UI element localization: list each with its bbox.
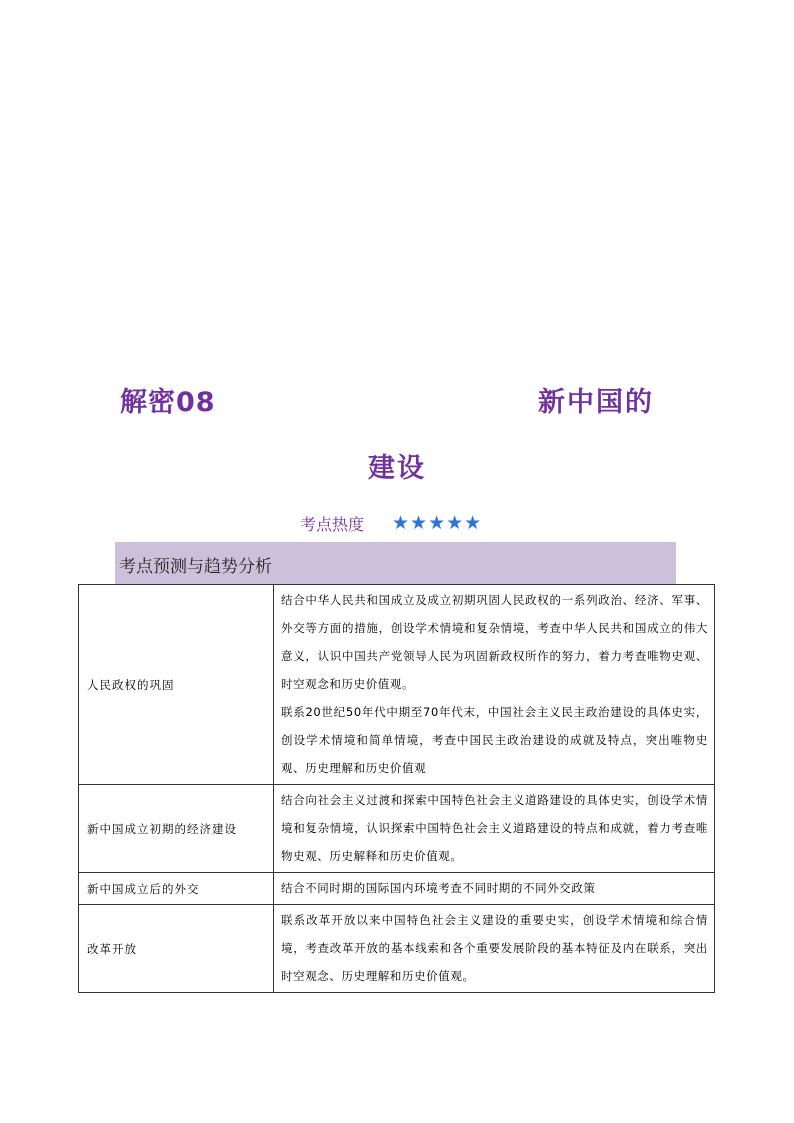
- heat-label: 考点热度: [300, 514, 365, 534]
- topic-cell: 新中国成立后的外交: [79, 873, 274, 905]
- heat-rating: [300, 511, 482, 535]
- topic-cell: 改革开放: [79, 905, 274, 993]
- description-cell: [274, 873, 715, 905]
- page-title-left: 解密08: [120, 387, 216, 418]
- description-cell: [274, 905, 715, 993]
- table-row: [79, 873, 715, 905]
- section-title: 考点预测与趋势分析: [119, 557, 272, 577]
- description-paragraph: 结合中华人民共和国成立及成立初期巩固人民政权的一系列政治、经济、军事、外交等方面的措施，创设学术情境和复杂情境，考查中华人民共和国成立的伟大意义，认识中国共产党领导人民为巩固新政权所作的努力，着力考查唯物史观、时空观念和历史价值观。: [281, 593, 708, 691]
- page-title-line-2: 建设: [368, 453, 426, 484]
- title-line-1: [0, 380, 794, 424]
- table-row: [79, 905, 715, 993]
- star-rating-icon: ★★★★★: [392, 512, 483, 534]
- description-paragraph: 结合向社会主义过渡和探索中国特色社会主义道路建设的具体史实，创设学术情境和复杂情境，认识探索中国特色社会主义道路建设的特点和成就，着力考查唯物史观、历史解释和历史价值观。: [281, 793, 708, 863]
- topic-cell: 新中国成立初期的经济建设: [79, 785, 274, 873]
- topic-cell: 人民政权的巩固: [79, 585, 274, 785]
- table-row: [79, 585, 715, 785]
- description-paragraph: 联系改革开放以来中国特色社会主义建设的重要史实，创设学术情境和综合情境，考查改革开放的基本线索和各个重要发展阶段的基本特征及内在联系，突出时空观念、历史理解和历史价值观。: [281, 913, 708, 983]
- description-cell: [274, 585, 715, 785]
- description-cell: [274, 785, 715, 873]
- description-paragraph: 结合不同时期的国际国内环境考查不同时期的不同外交政策: [281, 881, 596, 895]
- table-row: [79, 785, 715, 873]
- section-header: [115, 542, 676, 584]
- description-paragraph: 联系20世纪50年代中期至70年代末，中国社会主义民主政治建设的具体史实，创设学术情境和简单情境，考查中国民主政治建设的成就及特点，突出唯物史观、历史理解和历史价值观: [281, 705, 708, 775]
- page-title-right: 新中国的: [538, 387, 654, 418]
- topics-table: [78, 584, 715, 993]
